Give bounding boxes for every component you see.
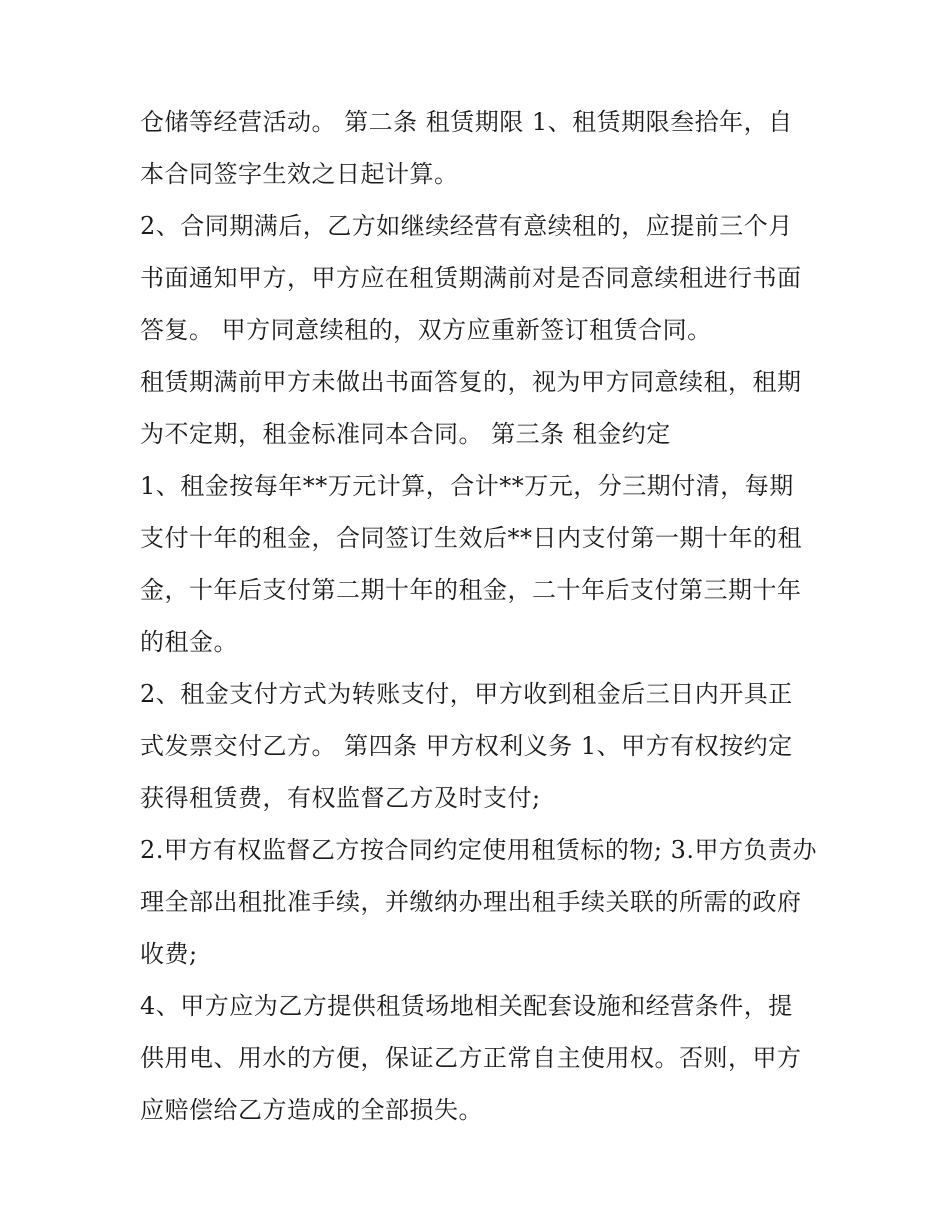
text-line: 为不定期，租金标准同本合同。 第三条 租金约定 (140, 420, 671, 448)
text-line: 获得租赁费，有权监督乙方及时支付; (140, 784, 541, 812)
text-line: 4、甲方应为乙方提供租赁场地相关配套设施和经营条件，提 (140, 992, 793, 1020)
text-line: 书面通知甲方，甲方应在租赁期满前对是否同意续租进行书面 (140, 264, 802, 292)
text-line: 应赔偿给乙方造成的全部损失。 (140, 1096, 483, 1124)
text-line: 2、租金支付方式为转账支付，甲方收到租金后三日内开具正 (140, 680, 793, 708)
contract-text (140, 106, 830, 1126)
text-line: 2、合同期满后，乙方如继续经营有意续租的，应提前三个月 (140, 212, 793, 240)
text-line: 仓储等经营活动。 第二条 租赁期限 1、租赁期限叁拾年，自 (140, 108, 793, 136)
text-line: 答复。 甲方同意续租的，双方应重新签订租赁合同。 (140, 316, 712, 344)
text-line: 理全部出租批准手续，并缴纳办理出租手续关联的所需的政府 (140, 888, 802, 916)
text-line: 式发票交付乙方。 第四条 甲方权利义务 1、甲方有权按约定 (140, 732, 793, 760)
text-line: 金，十年后支付第二期十年的租金，二十年后支付第三期十年 (140, 576, 802, 604)
text-line: 供用电、用水的方便，保证乙方正常自主使用权。否则，甲方 (140, 1044, 802, 1072)
text-line: 本合同签字生效之日起计算。 (140, 160, 459, 188)
text-line: 1、租金按每年**万元计算，合计**万元，分三期付清，每期 (140, 472, 794, 500)
text-line: 支付十年的租金，合同签订生效后**日内支付第一期十年的租 (140, 524, 802, 552)
text-line: 收费; (140, 940, 198, 968)
text-line: 的租金。 (140, 628, 238, 656)
text-line: 租赁期满前甲方未做出书面答复的，视为甲方同意续租，租期 (140, 368, 802, 396)
text-line: 2.甲方有权监督乙方按合同约定使用租赁标的物; 3.甲方负责办 (140, 836, 818, 864)
